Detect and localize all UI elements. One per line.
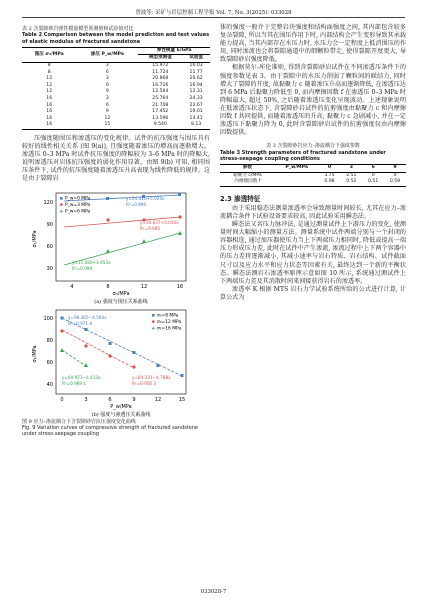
table-cell: 0	[393, 172, 397, 178]
table-cell: 12	[46, 76, 53, 82]
fig9a-legend: P_w=6 MPa	[65, 208, 91, 214]
table3-header: 参数	[220, 165, 275, 173]
fig9b-ytick: 40	[46, 381, 53, 388]
right-paragraph-3: 由于采用稳态法测量渗透率会导致测量时间较长, 尤其在应力–渗流耦合条件下试验设备要求较高, 因此试验采用瞬态法。	[220, 204, 406, 220]
fig9a-eq: y=30.637+3.010x	[140, 219, 179, 225]
table-cell: 8	[47, 63, 51, 68]
fig9a-eq: R²=0.999	[72, 265, 93, 271]
fig9a-eq: R²=0.999	[126, 201, 147, 207]
table2-col-tested: 试验值	[182, 55, 210, 63]
table-cell: 9	[105, 109, 109, 115]
right-paragraph-5: 渗透率 K 根据 MTS 岩石力学试验系统所给的公式进行计算, 计算公式为	[220, 285, 406, 301]
right-paragraph-2: 根据莫尔-库伦准则, 得到含裂隙砂岩试件在不同渗透压条件下的强度参数见表 3。由于裂隙中的水压力削弱了颗粒间的联结力, 同时增大了裂隙的开度, 故黏聚力 c 随着渗压升高而逐渐降低, 在渗透压达到 6 MPa 后黏聚力降低至 0, 而内摩擦因数 f 在渗透压 0–3 MPa 时降幅最大, 超过 50%, 之后随着渗透压变化呈现波动。上述现象说明在低渗透压状态下, 含裂隙砂岩试件的抗剪强度由黏聚力 c 和内摩擦因数 f 共同提供, 而随着渗透压的升高, 黏聚力 c 急剧减小, 并在一定渗透压下黏聚力降为 0, 此时含裂隙砂岩试件的抗剪强度仅由内摩擦因数提供。	[220, 64, 406, 137]
fig9a-eq: y=24.410+5.020x	[126, 195, 165, 201]
table-cell: 黏聚力 c/MPa	[233, 172, 262, 178]
table-cell: 6	[105, 69, 109, 75]
fig9a-ytick: 120	[43, 199, 53, 206]
table-cell: 0.52	[340, 179, 362, 186]
table-cell: 20.62	[189, 76, 203, 82]
fig9b-eq: y=64.973−4.413x	[62, 374, 101, 380]
fig9b-ytick: 60	[46, 359, 53, 366]
table-cell: 21.708	[152, 102, 169, 108]
fig9a-xtick: 16	[176, 283, 184, 290]
fig9b-legend: σ₃=12 MPa	[157, 319, 182, 325]
table3-header: 6	[362, 165, 384, 173]
table-cell: 8	[47, 69, 51, 75]
fig9b-eq: y=98.365−4.564x	[68, 314, 107, 320]
fig9b-xtick: 12	[154, 396, 162, 403]
table-cell: 9	[105, 89, 109, 95]
table-cell: 12.31	[189, 89, 203, 95]
right-column	[220, 22, 406, 302]
table-cell: 11.77	[189, 69, 203, 75]
table-row	[220, 179, 406, 186]
table-cell: 13.596	[152, 115, 169, 121]
table3-header: 3	[340, 165, 362, 173]
table2-col-modulus: 弹性模量 E/GPa	[138, 47, 210, 55]
table-cell: 3.75	[324, 172, 335, 178]
fig9-caption-cn: 图 9 应力–渗流耦合下含裂隙砂岩抗压强度变化曲线	[22, 418, 136, 425]
fig9b-xtick: 0	[60, 396, 64, 403]
left-paragraph: 压强度随围压和渗透压的变化规律。试件的抗压强度与围压具有较好的线性相关关系 (图 9(a)), 且强度随着渗压的增高而逐渐增大。渗透压 0–3 MPa 时试件抗压强度的降幅较为 3–6 MPa 时的降幅大, 说明渗透压对岩体抗压强度的弱化作用显著。由图 9(b) 可知, 相同围压条件下, 试件的抗压强度随着渗透压升高表现为线性降低的规律。这是由于裂隙岩	[22, 134, 210, 183]
table2	[22, 47, 210, 130]
table-row	[22, 76, 210, 83]
table-cell: 20.868	[152, 76, 169, 82]
fig9a-xtick: 8	[106, 283, 110, 290]
table-cell: 6	[105, 102, 109, 108]
table-cell: 16.03	[189, 63, 203, 68]
table3-caption-cn: 表 3 含裂隙砂岩应力–渗流耦合下强度参数	[266, 143, 360, 150]
table-cell: 3	[105, 63, 109, 68]
table-row	[22, 122, 210, 129]
table-cell	[275, 179, 319, 186]
table2-col-seepage: 渗压 P_w/MPa	[76, 47, 138, 62]
table-cell: 内摩擦因数 f	[220, 179, 275, 186]
fig9b-xtick: 15	[178, 396, 186, 403]
table-cell: 15	[76, 122, 138, 129]
fig9b-plot	[22, 306, 210, 418]
table-cell: 19.01	[189, 109, 203, 115]
table-cell: 16.716	[152, 82, 169, 88]
fig9b-subcaption: (b) 强度与渗透压关系曲线	[91, 411, 151, 418]
fig9b-xtick: 9	[132, 396, 136, 403]
fig9a-ytick: 90	[46, 221, 53, 228]
table2-col-predicted: 模型预测值	[138, 55, 182, 63]
section-heading: 2.3 渗透特征	[220, 194, 261, 203]
table-cell: 0	[371, 172, 375, 178]
table-cell: 3	[105, 95, 109, 101]
fig9a-subcaption: (a) 强度与围压关系曲线	[94, 298, 148, 305]
table-cell: 16	[22, 122, 76, 129]
table3-header: 9	[384, 165, 406, 173]
fig9b-legend: σ₃=16 MPa	[157, 325, 182, 331]
table3-caption-en: Table 3 Strength parameters of fractured sandstone under stress-seepage coupling conditions	[220, 149, 386, 162]
table-cell: 11.724	[152, 69, 169, 75]
table-row	[22, 89, 210, 96]
fig9b-eq: y=84.331−4.788x	[132, 374, 171, 380]
table-cell: 16	[46, 115, 53, 121]
table-cell: 12.564	[152, 89, 169, 95]
right-paragraph-4: 瞬态法又名压力脉冲法, 是通过测量试件上下游压力的变化, 使测量时间大幅缩小的测量方法。测量系统中试件两端分别与一个封闭的容器相连, 通过加压器使压力当上下两端压力相同时, 降低或提高一端压力形成压力差, 此时在试件中产生渗流, 渗流过程中上下两个容器中的压力差将逐渐减小, 其减小速率与岩石特质、岩石结构、试件截面尺寸以及应力水平和应力状态等因素有关, 最终达到一个新的平衡状态。瞬态法测岩石渗透率原理示意如图 10 所示, 系统通过测试件上下两端压力差及其消散时间来间接获得岩石的渗透率。	[220, 221, 406, 285]
fig9a-ytick: 60	[46, 243, 53, 250]
fig9b-xtick: 3	[84, 396, 88, 403]
table-cell: 2.51	[346, 172, 357, 178]
table-cell: 9.540	[138, 122, 182, 129]
table-cell: 8.13	[182, 122, 210, 129]
fig9b-ylabel: σ₁/MPa	[32, 344, 38, 363]
fig9b-ytick: 80	[46, 337, 53, 344]
page-number: 033028-7	[200, 589, 227, 595]
fig9a-eq: R²=0.985	[140, 225, 161, 231]
table3	[220, 164, 406, 187]
fig9b-xlabel: P_w/MPa	[110, 403, 132, 410]
table-row	[22, 63, 210, 70]
fig9b-eq: R²=0.956 3	[132, 380, 157, 386]
fig9a-legend: P_w=0 MPa	[65, 196, 91, 202]
table-cell: 0.98	[319, 179, 341, 186]
fig9a-xlabel: σ₃/MPa	[112, 290, 130, 297]
table2-caption-en: Table 2 Comparison between the model prediction and test values of elastic modulus of fractured sandstone	[22, 32, 210, 45]
table-cell: 16	[46, 95, 53, 101]
table-cell: 25.764	[152, 95, 169, 101]
table-cell: 0.59	[384, 179, 406, 186]
fig9a-ylabel: σ₁/MPa	[32, 229, 38, 248]
table3-header: P_w/MPa	[275, 165, 319, 173]
fig9b-xtick: 6	[108, 396, 112, 403]
fig9b-legend: σ₃=8 MPa	[157, 313, 179, 319]
table-cell: 12	[104, 115, 111, 121]
running-header: 曾波等: 采矿与岩层控制工程学报 Vol. 7, No. 3(2025): 033028	[135, 10, 292, 16]
fig9b-eq: R²=0.989 1	[62, 380, 87, 386]
right-paragraph-1: 体的强度一般介于完整岩块强度和结构面强度之间, 其内部包含较多复杂裂隙, 所以当其在围压作用下时, 内部结构会产生变形导致其承载能力提高, 当其内部存在水压力时, 水压力会一定程度上抵消围压的作用, 同时渗流也会将裂隙通道中的细颗粒带走, 使得裂隙开度更大, 导致裂隙砂岩强度降低。	[220, 24, 406, 64]
table-cell: 12	[46, 82, 53, 88]
fig9a-legend: P_w=3 MPa	[65, 202, 91, 208]
table-cell: 15.972	[152, 63, 169, 68]
table-cell: 12	[46, 89, 53, 95]
table-cell	[275, 172, 319, 179]
fig9a-xtick: 4	[70, 283, 74, 290]
header-rule	[22, 17, 405, 18]
table-cell: 3	[105, 76, 109, 82]
fig9a-xtick: 12	[140, 283, 148, 290]
table-row	[22, 96, 210, 103]
table-cell: 14.41	[189, 115, 203, 121]
table2-caption-cn: 表 2 含裂隙砂岩弹性模量模型预测值和试验值对比	[22, 26, 134, 32]
table-row	[22, 109, 210, 116]
table-cell: 16	[46, 102, 53, 108]
table-cell: 17.452	[152, 109, 169, 115]
fig9a-plot	[22, 187, 210, 305]
table-cell: 24.33	[189, 95, 203, 101]
table3-header: 0	[319, 165, 341, 173]
table-cell: 16.94	[189, 82, 203, 88]
fig9b-ytick: 100	[43, 315, 53, 322]
table-cell: 22.67	[189, 102, 203, 108]
left-column	[22, 22, 210, 437]
table2-col-confining: 围压 σ₃/MPa	[22, 47, 76, 62]
table-cell: 16	[46, 109, 53, 115]
fig9a-eq: y=11.080+3.653x	[72, 259, 111, 265]
table-cell: 0.51	[362, 179, 384, 186]
fig9a-ytick: 30	[46, 265, 53, 272]
table-cell: 6	[105, 82, 109, 88]
fig9b-eq: R²=0.971 8	[68, 320, 93, 326]
fig9-caption-en: Fig. 9 Variation curves of compressive strength of fractured sandstone under stress-seepage coupling	[22, 424, 198, 438]
